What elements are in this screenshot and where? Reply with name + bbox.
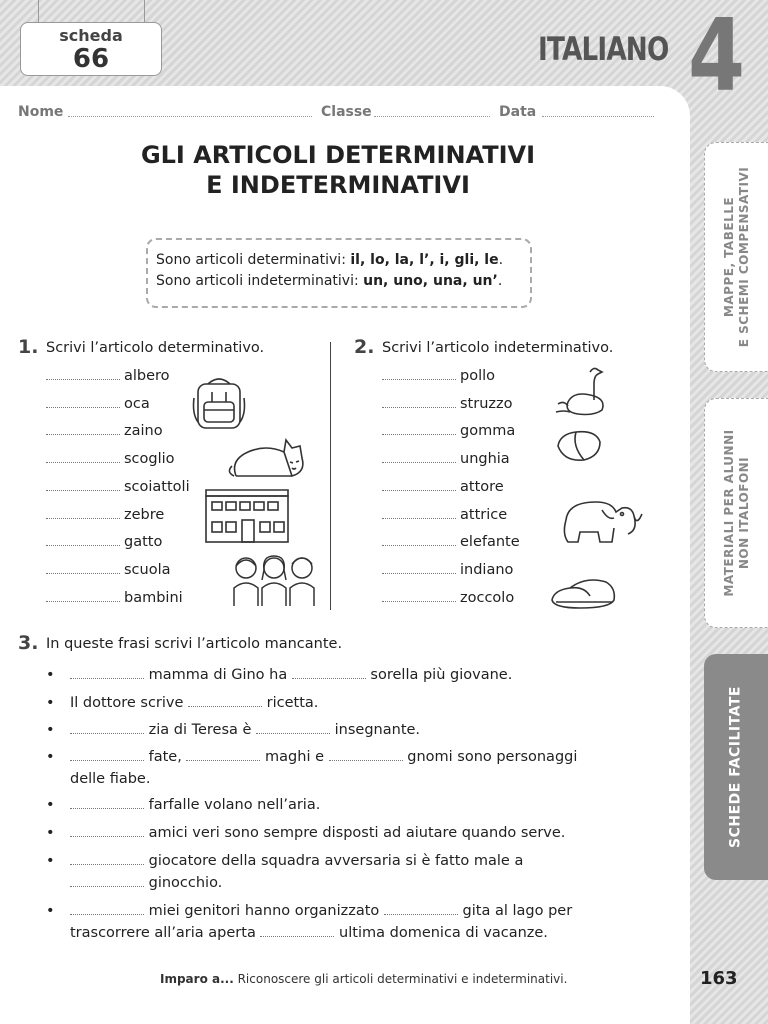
noun-word: attrice — [460, 506, 508, 523]
indeterminativi-list: un, uno, una, un’ — [363, 273, 498, 289]
page-number: 163 — [700, 968, 738, 989]
sentence-text — [70, 719, 600, 741]
bullet-point: • — [46, 797, 55, 813]
footer-imparo-label: Imparo a... — [160, 972, 234, 986]
side-tab-label: MATERIALI PER ALUNNI NON ITALOFONI — [722, 429, 751, 597]
rule-box — [146, 238, 532, 308]
sentence-text — [70, 850, 600, 894]
sentence-fragment: maghi e — [260, 749, 329, 765]
footer-objective-text: Riconoscere gli articoli determinativi e indeterminativi. — [233, 972, 568, 986]
eraser-illustration — [554, 426, 604, 466]
side-tab-schede-facilitate[interactable] — [704, 654, 768, 880]
article-blank[interactable] — [46, 452, 120, 463]
bullet-point: • — [46, 722, 55, 738]
title-line-2: E INDETERMINATIVI — [206, 171, 470, 199]
word-row — [382, 451, 510, 467]
sentence-fragment: farfalle volano nell’aria. — [144, 797, 321, 813]
noun-word: indiano — [460, 561, 514, 578]
noun-word: struzzo — [460, 395, 513, 412]
noun-word: bambini — [124, 589, 183, 606]
article-blank[interactable] — [186, 750, 260, 761]
article-blank[interactable] — [382, 480, 456, 491]
noun-word: unghia — [460, 451, 510, 468]
article-blank[interactable] — [46, 424, 120, 435]
word-row — [46, 479, 190, 495]
side-tab-mappe[interactable] — [704, 142, 768, 372]
noun-word: scoiattoli — [124, 478, 190, 495]
cat-illustration — [226, 432, 312, 482]
article-blank[interactable] — [188, 696, 262, 707]
article-blank[interactable] — [382, 563, 456, 574]
noun-word: gatto — [124, 534, 163, 551]
side-tab-label: MAPPE, TABELLE E SCHEMI COMPENSATIVI — [722, 166, 751, 348]
word-row — [46, 451, 175, 467]
scheda-number: 66 — [72, 44, 110, 74]
sentence-fragment: gita al lago per trascorrere all’aria aperta — [70, 903, 573, 941]
sentence-fragment: amici veri sono sempre disposti ad aiutare quando serve. — [144, 825, 566, 841]
word-row — [382, 479, 504, 495]
rule-line-indeterminativi: Sono articoli indeterminativi: un, uno, una, un’. — [156, 273, 503, 289]
exercise-1-number: 1. — [18, 336, 39, 358]
name-label: Nome — [18, 104, 64, 120]
side-tab-materiali[interactable] — [704, 398, 768, 628]
article-blank[interactable] — [70, 826, 144, 837]
subject-title: ITALIANO — [538, 30, 669, 68]
exercise-3-instruction: In queste frasi scrivi l’articolo mancante. — [46, 636, 343, 652]
article-blank[interactable] — [260, 926, 334, 937]
class-field[interactable] — [374, 116, 490, 117]
sentence-fragment: ricetta. — [262, 695, 319, 711]
article-blank[interactable] — [382, 397, 456, 408]
word-row — [382, 534, 520, 550]
name-field[interactable] — [68, 116, 312, 117]
word-row — [382, 423, 515, 439]
article-blank[interactable] — [382, 591, 456, 602]
word-row — [46, 368, 170, 384]
word-row — [46, 562, 171, 578]
sentence-fragment: insegnante. — [330, 722, 421, 738]
noun-word: elefante — [460, 534, 520, 551]
sentence-fragment: ultima domenica di vacanze. — [334, 925, 548, 941]
word-row — [382, 368, 495, 384]
bullet-point: • — [46, 853, 55, 869]
exercise-2-instruction: Scrivi l’articolo indeterminativo. — [382, 340, 614, 356]
article-blank[interactable] — [70, 668, 144, 679]
article-blank[interactable] — [384, 904, 458, 915]
grade-number: 4 — [688, 0, 746, 114]
article-blank[interactable] — [382, 452, 456, 463]
bullet-point: • — [46, 667, 55, 683]
article-blank[interactable] — [70, 854, 144, 865]
scheda-label: scheda — [59, 26, 123, 45]
noun-word: scuola — [124, 561, 171, 578]
noun-word: zebre — [124, 506, 165, 523]
sentence-text — [70, 794, 600, 816]
article-blank[interactable] — [70, 723, 144, 734]
exercise-2-number: 2. — [354, 336, 375, 358]
scheda-card — [20, 22, 162, 76]
article-blank[interactable] — [292, 668, 366, 679]
article-blank[interactable] — [46, 480, 120, 491]
article-blank[interactable] — [382, 369, 456, 380]
sentence-fragment: ginocchio. — [144, 875, 223, 891]
article-blank[interactable] — [70, 798, 144, 809]
side-tab-label: SCHEDE FACILITATE — [727, 686, 744, 848]
sentence-fragment: sorella più giovane. — [365, 667, 513, 683]
noun-word: pollo — [460, 368, 496, 384]
sentence-fragment: Il dottore scrive — [70, 695, 189, 711]
sentence-text — [70, 692, 600, 714]
noun-word: albero — [124, 368, 170, 384]
article-blank[interactable] — [46, 397, 120, 408]
page-title — [90, 140, 586, 200]
backpack-illustration — [190, 374, 248, 434]
article-blank[interactable] — [46, 369, 120, 380]
school-building-illustration — [204, 488, 290, 544]
bullet-point: • — [46, 825, 55, 841]
sentence-fragment: miei genitori hanno organizzato — [144, 903, 384, 919]
article-blank[interactable] — [382, 424, 456, 435]
exercise-1-instruction: Scrivi l’articolo determinativo. — [46, 340, 265, 356]
children-illustration — [228, 552, 320, 608]
footer-objective — [160, 972, 567, 986]
clog-illustration — [550, 572, 618, 612]
bullet-point: • — [46, 695, 55, 711]
sentence-text — [70, 664, 600, 686]
word-row — [46, 534, 162, 550]
sentence-text — [70, 822, 600, 844]
word-row — [382, 507, 507, 523]
exercise-3-number: 3. — [18, 632, 39, 654]
article-blank[interactable] — [46, 563, 120, 574]
word-row — [46, 396, 150, 412]
article-blank[interactable] — [256, 723, 330, 734]
student-info-row — [18, 104, 658, 122]
word-row — [382, 562, 513, 578]
word-row — [46, 423, 163, 439]
sentence-text — [70, 900, 600, 944]
bullet-point: • — [46, 903, 55, 919]
rule-line-determinativi: Sono articoli determinativi: il, lo, la, l’, i, gli, le. — [156, 252, 504, 268]
noun-word: zaino — [124, 423, 163, 440]
article-blank[interactable] — [70, 904, 144, 915]
sentence-fragment: zia di Teresa è — [144, 722, 257, 738]
noun-word: zoccolo — [460, 589, 515, 606]
sentence-fragment: gnomi sono personaggi delle fiabe. — [70, 749, 578, 787]
sentence-fragment: mamma di Gino ha — [144, 667, 292, 683]
noun-word: gomma — [460, 423, 516, 440]
article-blank[interactable] — [329, 750, 403, 761]
determinativi-list: il, lo, la, l’, i, gli, le — [350, 252, 499, 268]
sentence-text — [70, 746, 600, 790]
sentence-fragment: giocatore della squadra avversaria si è fatto male a — [144, 853, 524, 869]
title-line-1: GLI ARTICOLI DETERMINATIVI — [140, 141, 536, 169]
noun-word: attore — [460, 478, 504, 495]
noun-word: scoglio — [124, 451, 175, 468]
noun-word: oca — [124, 395, 150, 412]
date-field[interactable] — [542, 116, 654, 117]
article-blank[interactable] — [46, 535, 120, 546]
word-row — [46, 507, 164, 523]
word-row — [382, 396, 513, 412]
article-blank[interactable] — [70, 876, 144, 887]
article-blank[interactable] — [46, 508, 120, 519]
word-row — [382, 590, 514, 606]
column-divider — [330, 342, 331, 610]
elephant-illustration — [556, 494, 646, 550]
article-blank[interactable] — [70, 750, 144, 761]
article-blank[interactable] — [382, 535, 456, 546]
word-row — [46, 590, 183, 606]
article-blank[interactable] — [46, 591, 120, 602]
article-blank[interactable] — [382, 508, 456, 519]
bullet-point: • — [46, 749, 55, 765]
sentence-fragment: fate, — [144, 749, 187, 765]
class-label: Classe — [321, 104, 372, 120]
ostrich-illustration — [554, 364, 610, 418]
date-label: Data — [499, 104, 537, 120]
